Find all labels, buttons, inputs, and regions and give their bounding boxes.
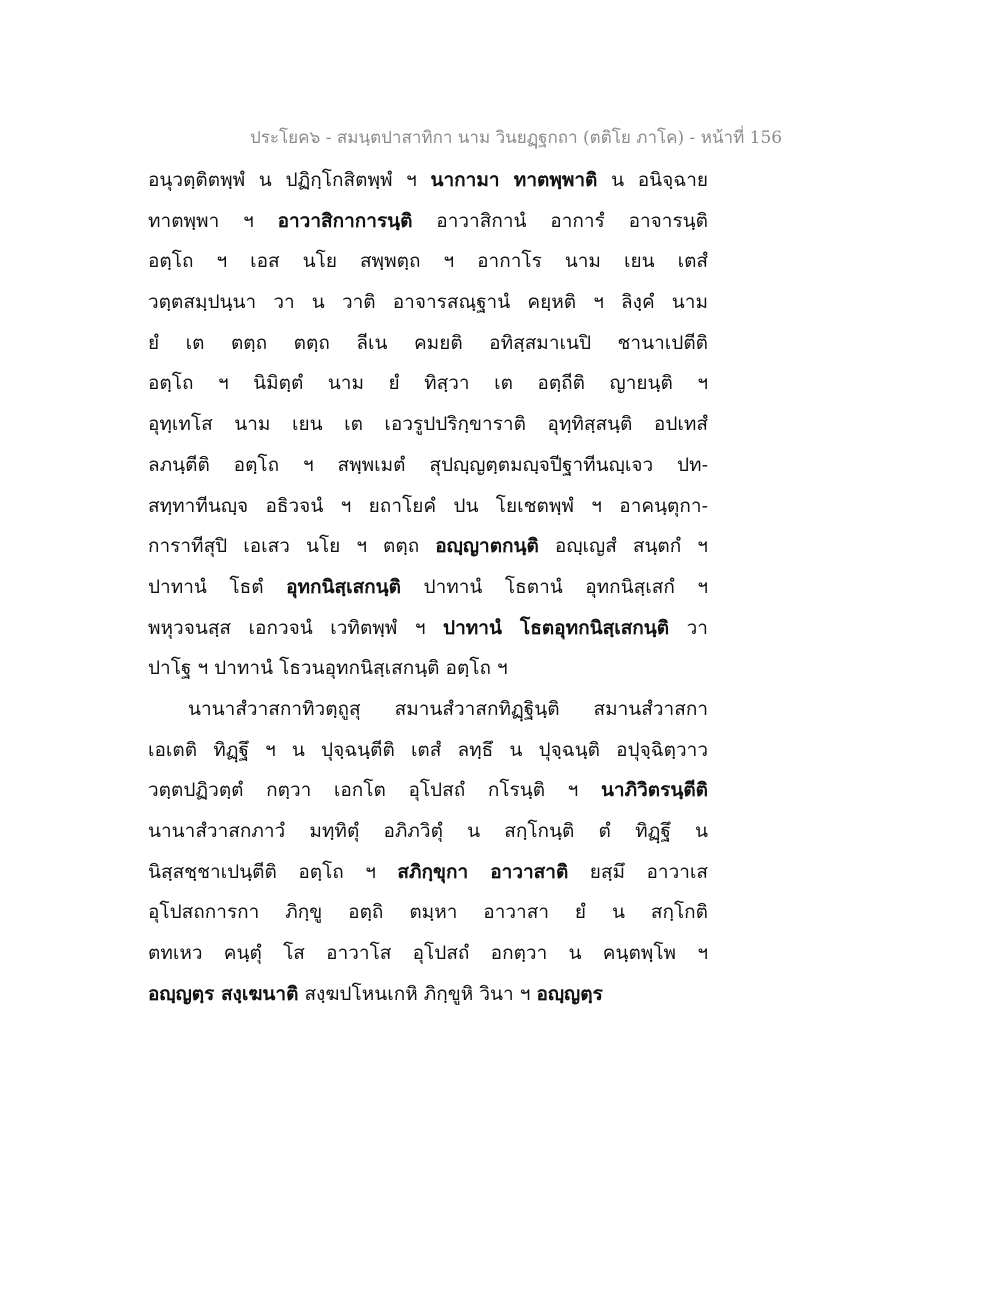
text-run: อนุวตฺติตพฺพํ น ปฏิกฺโกสิตพฺพํ ฯ — [148, 169, 431, 191]
text-run: เอเตติ ทิฏฺฐึ ฯ น ปุจฺฉนฺตีติ เตสํ ลทฺธึ น ปุจฺฉนฺติ อปุจฺฉิตฺวาว — [148, 738, 708, 761]
text-line — [148, 648, 708, 689]
bold-term: ปาทานํ โธตอุทกนิสฺเสกนฺติ — [443, 616, 670, 639]
text-run: ปาทานํ โธตานํ อุทกนิสฺเสกํ ฯ — [401, 575, 709, 598]
text-run: นานาสํวาสกาทิวตฺถูสุ สมานสํวาสกทิฏฺฐินฺติ สมานสํวาสกา — [188, 697, 708, 720]
bold-term: อญฺญาตกนฺติ — [435, 535, 539, 558]
text-line — [148, 811, 708, 852]
text-line — [148, 160, 708, 201]
text-run: ปาทานํ โธตํ — [148, 575, 287, 598]
bold-term: อาวาสิกาการนฺติ — [277, 209, 413, 232]
bold-term: อญฺญตฺร สงฺเฆนาติ — [148, 982, 299, 1005]
text-run: นิสฺสชฺชาเปนฺตีติ อตฺโถ ฯ — [148, 860, 398, 883]
text-run: อุโปสถการกา ภิกฺขู อตฺถิ ตมฺหา อาวาสา ยํ น สกฺโกติ — [148, 901, 708, 924]
bold-term: อุทกนิสฺเสกนฺติ — [286, 575, 402, 598]
text-run: ยสฺมึ อาวาเส — [568, 860, 708, 883]
text-run: น อนิจฺฉาย — [597, 169, 709, 191]
bold-term: สภิกฺขุกา อาวาสาติ — [397, 860, 569, 883]
text-line — [148, 526, 708, 567]
text-run: ทาตพฺพา ฯ — [148, 209, 278, 232]
text-run: การาทีสุปิ เอเสว นโย ฯ ตตฺถ — [148, 535, 436, 558]
text-run: วา — [669, 616, 708, 639]
text-line — [148, 608, 708, 649]
text-line — [148, 933, 708, 974]
bold-term: นากามา ทาตพฺพาติ — [430, 169, 598, 191]
text-line — [148, 486, 708, 527]
text-line — [148, 974, 708, 1015]
text-line — [148, 852, 708, 893]
bold-term: นาภิวิตรนฺตีติ — [600, 779, 708, 802]
text-run: อญฺเญสํ สนฺตกํ ฯ — [538, 535, 708, 558]
text-line — [148, 323, 708, 364]
text-run: พหุวจนสฺส เอกวจนํ เวทิตพฺพํ ฯ — [148, 616, 444, 639]
text-run: นานาสํวาสกภาวํ มทฺทิตุํ อภิภวิตุํ น สกฺโกนฺติ ตํ ทิฏฺฐึ น — [148, 820, 708, 842]
body-text — [148, 160, 708, 1014]
text-line — [148, 892, 708, 933]
text-run: ปาโฐ ฯ ปาทานํ โธวนอุทกนิสฺเสกนฺติ อตฺโถ ฯ — [148, 657, 508, 680]
text-run: ลภนฺตีติ อตฺโถ ฯ สพฺพเมตํ สุปญฺญตฺตมญฺจปีฐาทีนญฺเจว ปท- — [148, 453, 708, 476]
text-line — [148, 404, 708, 445]
text-run: ตทเหว คนฺตุํ โส อาวาโส อุโปสถํ อกตฺวา น คนฺตพฺโพ ฯ — [148, 942, 708, 965]
text-run: อาวาสิกานํ อาการํ อาจารนฺติ — [412, 209, 709, 232]
text-run: ยํ เต ตตฺถ ตตฺถ ลีเน คมยติ อทิสฺสมาเนปิ ชานาเปตีติ — [148, 331, 708, 354]
text-run: อตฺโถ ฯ นิมิตฺตํ นาม ยํ ทิสฺวา เต อตฺถีติ ญายนฺติ ฯ — [148, 372, 708, 395]
text-line — [148, 282, 708, 323]
text-run: สทฺทาทีนญฺจ อธิวจนํ ฯ ยถาโยคํ ปน โยเชตพฺพํ ฯ อาคนฺตุกา- — [148, 494, 708, 517]
text-line — [148, 730, 708, 771]
text-line — [148, 241, 708, 282]
text-run: วตฺตปฏิวตฺตํ กตฺวา เอกโต อุโปสถํ กโรนฺติ ฯ — [148, 779, 601, 802]
text-line — [148, 567, 708, 608]
text-line — [148, 689, 708, 730]
text-line — [148, 770, 708, 811]
text-line — [148, 363, 708, 404]
text-run: สงฺฆปโหนเกหิ ภิกฺขูหิ วินา ฯ — [298, 982, 537, 1005]
text-run: วตฺตสมฺปนฺนา วา น วาติ อาจารสณฺฐานํ คยฺหติ ฯ ลิงฺคํ นาม — [148, 291, 708, 314]
page-header: ประโยค๖ - สมนฺตปาสาทิกา นาม วินยฏฺฐกถา (ตติโย ภาโค) - หน้าที่ 156 — [250, 128, 783, 148]
text-run: อตฺโถ ฯ เอส นโย สพฺพตฺถ ฯ อากาโร นาม เยน เตสํ — [148, 250, 708, 273]
text-line — [148, 201, 708, 242]
bold-term: อญฺญตฺร — [536, 982, 603, 1005]
text-run: อุทฺเทโส นาม เยน เต เอวรูปปริกฺขาราติ อุทฺทิสฺสนฺติ อปเทสํ — [148, 413, 708, 436]
text-line — [148, 445, 708, 486]
